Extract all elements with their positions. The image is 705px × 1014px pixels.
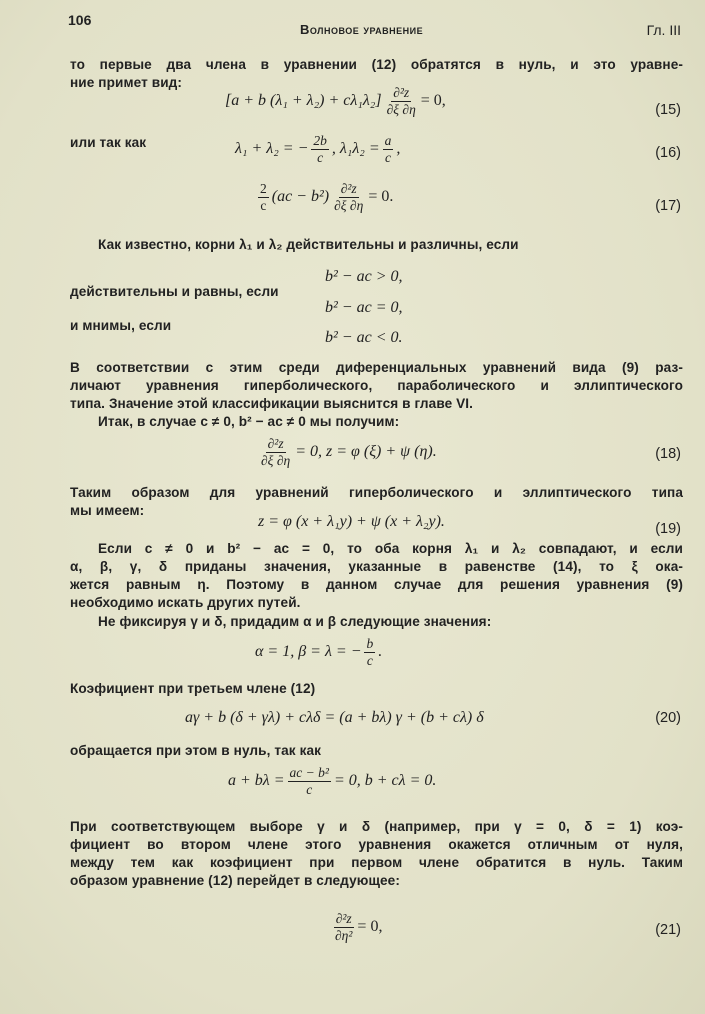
equation-19: z = φ (x + λ₁y) + ψ (x + λ₂y). (258, 513, 445, 530)
denominator: c (385, 149, 392, 165)
equation-15 (225, 86, 446, 116)
denominator: c (260, 197, 267, 213)
text-line: образом уравнение (12) перейдет в следующее: (70, 873, 400, 888)
denominator: ∂ξ ∂η (386, 101, 416, 117)
numerator: ∂²z (393, 85, 410, 100)
eq-part: = 0, (420, 92, 446, 109)
equation-number: (16) (655, 145, 681, 161)
equation-16 (235, 134, 400, 164)
text-line: Если c ≠ 0 и b² − ac = 0, то оба корня λ₁ и λ₂ совпадают, и если (98, 541, 683, 556)
equation-18 (256, 437, 437, 467)
text-line: жется равным η. Поэтому в данном случае для решения уравнения (9) (70, 577, 683, 592)
text-line: или так как (70, 135, 147, 150)
denominator: ∂ξ ∂η (261, 452, 291, 468)
fraction (288, 766, 331, 796)
eq-part: , λ₁λ₂ = (331, 140, 380, 157)
text-line: α, β, γ, δ приданы значения, указанные в равенстве (14), то ξ ока- (70, 559, 683, 574)
inequality: b² − ac < 0. (325, 329, 403, 346)
eq-part: = 0, b + cλ = 0. (333, 772, 437, 789)
chapter-label: Гл. III (646, 22, 681, 38)
text-line: ние примет вид: (70, 75, 183, 90)
eq-part: (ac − b²) (271, 188, 330, 205)
fraction (332, 182, 365, 212)
eq-part: α = 1, β = λ = − (255, 643, 362, 660)
denominator: ∂ξ ∂η (334, 197, 364, 213)
numerator: ac − b² (289, 765, 329, 780)
text-line: мы имеем: (70, 503, 145, 518)
eq-part: = 0, z = φ (ξ) + ψ (η). (295, 443, 437, 460)
page-number: 106 (68, 12, 92, 28)
equation-number: (17) (655, 198, 681, 214)
denominator: ∂η² (335, 927, 353, 943)
denominator: c (317, 149, 324, 165)
equation-number: (15) (655, 102, 681, 118)
text-line: личают уравнения гиперболического, параболического и эллиптического (70, 378, 683, 393)
numerator: ∂²z (267, 436, 284, 451)
text-line: Таким образом для уравнений гиперболического и эллиптического типа (70, 485, 683, 500)
fraction (383, 134, 394, 164)
numerator: ∂²z (340, 181, 357, 196)
eq-part: [a + b (λ₁ + λ₂) + cλ₁λ₂] (225, 92, 382, 109)
text-line: и мнимы, если (70, 318, 172, 333)
fraction (333, 912, 354, 942)
equation-number: (19) (655, 521, 681, 537)
equation-number: (18) (655, 446, 681, 462)
text-line: между тем как коэфициент при первом члене обратится в нуль. Таким (70, 855, 683, 870)
denominator: c (306, 781, 313, 797)
numerator: 2b (313, 133, 327, 148)
equation-17 (255, 182, 393, 212)
eq-part: λ₁ + λ₂ = − (235, 140, 309, 157)
equation-21 (330, 912, 382, 942)
text-line: В соответствии с этим среди диференциальных уравнений вида (9) раз- (70, 360, 683, 375)
text-line: При соответствующем выборе γ и δ (например, при γ = 0, δ = 1) коэ- (70, 819, 683, 834)
text-line: то первые два члена в уравнении (12) обратятся в нуль, и это уравне- (70, 57, 683, 72)
equation-alpha-beta (255, 637, 382, 667)
text-line: необходимо искать других путей. (70, 595, 301, 610)
eq-part: = 0. (368, 188, 394, 205)
equation-20: aγ + b (δ + γλ) + cλδ = (a + bλ) γ + (b + cλ) δ (185, 709, 484, 726)
equation-zero (228, 766, 436, 796)
numerator: ∂²z (335, 911, 352, 926)
text-line: Как известно, корни λ₁ и λ₂ действительны и различны, если (98, 237, 519, 252)
numerator: b (366, 636, 374, 651)
text-line: обращается при этом в нуль, так как (70, 743, 322, 758)
equality: b² − ac = 0, (325, 299, 403, 316)
equation-number: (21) (655, 922, 681, 938)
eq-part: , (396, 140, 401, 157)
text-line: типа. Значение этой классификации выяснится в главе VI. (70, 396, 474, 411)
fraction (385, 86, 418, 116)
text-line: Коэфициент при третьем члене (12) (70, 681, 316, 696)
inequality: b² − ac > 0, (325, 268, 403, 285)
fraction (259, 437, 292, 467)
fraction (364, 637, 375, 667)
eq-part: = 0, (357, 918, 383, 935)
text-line: Итак, в случае c ≠ 0, b² − ac ≠ 0 мы получим: (98, 414, 400, 429)
text-line: действительны и равны, если (70, 284, 279, 299)
equation-number: (20) (655, 710, 681, 726)
numerator: a (384, 133, 392, 148)
eq-part: a + bλ = (228, 772, 285, 789)
eq-part: . (378, 643, 383, 660)
denominator: c (366, 652, 373, 668)
text-line: Не фиксируя γ и δ, придадим α и β следующие значения: (98, 614, 492, 629)
fraction (311, 134, 329, 164)
running-title: Волновое уравнение (300, 22, 424, 37)
fraction (258, 182, 269, 212)
text-line: фициент во втором члене этого уравнения окажется отличным от нуля, (70, 837, 683, 852)
numerator: 2 (260, 181, 267, 196)
